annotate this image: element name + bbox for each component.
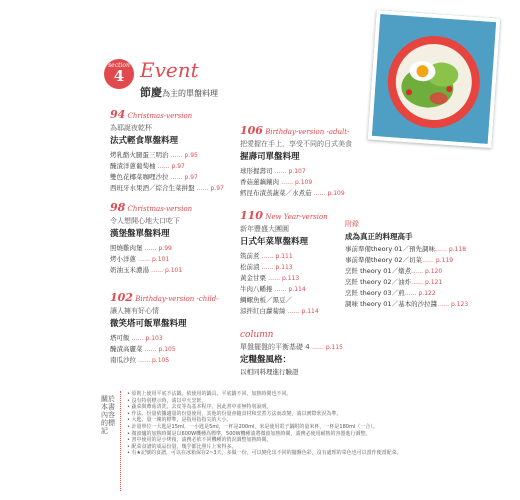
item-name: 雙色花椰菜咖哩沙拉	[110, 173, 169, 181]
note-line: • 配菜食譜的成品份量，幾乎都比照片上來得多。	[127, 443, 237, 450]
note-line: • 沒有特別標示時，請以中火烹飪。	[127, 397, 207, 404]
item-page: 97	[177, 163, 185, 170]
item-name: 烹飪 theory 03／煎	[345, 289, 405, 297]
item-name: 鱈昆布漬蒸蔬菜／水煮茄	[240, 189, 312, 197]
menu-item[interactable]: 涼拌紅白蘿蔔絲 …… p.114	[240, 307, 319, 315]
menu-item[interactable]: 牛肉八幡捲 …… p.114	[240, 285, 306, 293]
item-page: 113	[281, 264, 293, 271]
item-page: 105	[164, 346, 176, 353]
group-intro: 新年豐盛大團圓	[240, 225, 289, 233]
group-heading	[240, 124, 352, 137]
item-name: 照燒雞肉堡	[110, 244, 143, 252]
item-page: 105	[157, 357, 170, 364]
menu-item[interactable]: 西班牙水果酒／綜合生菜拼盤 …… p.97	[110, 184, 224, 192]
group-number: 110	[240, 209, 263, 222]
item-page: 122	[424, 290, 436, 297]
group-heading	[110, 291, 219, 304]
column-intro-line: 單盤擺盤的平衡基礎 4 …… p.115	[240, 343, 343, 351]
item-page: 101	[157, 256, 170, 263]
appendix-label: 附錄	[345, 220, 359, 228]
group-tag: Birthday-version -adult-	[265, 128, 350, 136]
menu-item[interactable]: 塔可飯 …… p.103	[110, 334, 163, 342]
group-number: 102	[110, 291, 133, 304]
item-name: 南瓜沙拉	[110, 356, 136, 364]
group-intro: 為耶誕夜乾杯	[110, 124, 152, 132]
group-heading	[110, 201, 192, 214]
menu-item[interactable]: 照燒雞肉堡 …… p.99	[110, 244, 172, 252]
appendix-item[interactable]: 事前準備theory 01／預先調味…… p.118	[345, 245, 467, 253]
item-name: 醃漬洋蔥葡萄柚	[110, 162, 156, 170]
menu-item[interactable]	[240, 295, 328, 306]
group-title: 微笑塔可飯單盤料理	[110, 319, 187, 329]
item-page: 99	[164, 245, 172, 252]
menu-item[interactable]: 球形握壽司 …… p.107	[240, 167, 306, 175]
item-page: 111	[281, 253, 293, 260]
menu-group	[240, 124, 352, 199]
appendix-block	[345, 231, 468, 310]
group-title: 握壽司單盤料理	[240, 152, 300, 162]
menu-item[interactable]: 醃漬高麗菜 …… p.105	[110, 345, 176, 353]
group-heading	[110, 108, 224, 121]
item-page: 114	[307, 308, 319, 315]
note-line: • 原則上使用平底不沾鍋，依使用的鍋具、平底鍋不同，加熱時間也不同。	[127, 391, 292, 397]
group-tag: Birthday-version -child-	[135, 295, 219, 303]
note-line: • 微波爐的加熱時間是以600W機種為標準，500W機種請將微波加熱時間，請務必使用耐熱的容器進行調整。	[127, 430, 371, 437]
item-name: 事前準備theory 01／預先調味	[345, 245, 436, 253]
column-subtitle: 以相同料理進行驗證	[240, 368, 299, 376]
page-subtitle	[140, 84, 218, 100]
item-name: 松前漬	[240, 263, 260, 271]
item-page: 119	[441, 257, 454, 264]
appendix-title: 成為真正的料理高手	[345, 232, 413, 241]
group-tag: Christmas-version	[127, 112, 193, 120]
note-line: • 作法、份量依據適量的份量使用，其他的份量會隨食材和烹煮方法而改變，請以實際狀況為準。	[127, 410, 342, 417]
appendix-item[interactable]: 烹飪 theory 01／燉煮…… p.120	[345, 267, 443, 275]
item-name: 烤小洋蔥	[110, 255, 136, 263]
column-intro: 單盤擺盤的平衡基礎 4	[240, 343, 310, 351]
item-name: 事前準備theory 02／切菜	[345, 256, 423, 264]
subtitle-small: 為主的單盤料理	[162, 89, 218, 98]
item-name: 調味 theory 01／基本的沙拉醬	[345, 300, 438, 308]
item-name: 球形握壽司	[240, 167, 273, 175]
appendix-item[interactable]: 調味 theory 01／基本的沙拉醬…… p.123	[345, 300, 469, 308]
note-line: • 書中使用的是小烤箱，請務必依不同機種的情況調整加熱時間。	[127, 437, 272, 444]
menu-group	[110, 291, 219, 366]
menu-group	[110, 201, 192, 276]
item-page: 97	[190, 174, 198, 181]
item-page: 109	[333, 190, 345, 197]
item-name: 烤乳酪火腿蛋三明治	[110, 151, 169, 159]
note-line: • 蔬菜與蕈菇清洗，去皮等為基本程序，因此書中並無特別說明。	[127, 404, 272, 411]
group-tag: New Year-version	[265, 213, 328, 221]
group-number: 106	[240, 124, 263, 137]
item-page: 109	[300, 179, 313, 186]
appendix-item[interactable]: 烹飪 theory 02／油炸…… p.121	[345, 278, 443, 286]
notes-label: 關於本書內容的標記	[101, 395, 115, 435]
menu-item[interactable]: 醃漬洋蔥葡萄柚 …… p.97	[110, 162, 185, 170]
section-prefix: section	[108, 62, 130, 69]
item-name: 烹飪 theory 01／燉煮	[345, 267, 412, 275]
item-name: 鯛螺魚板／黑豆／	[240, 296, 292, 304]
note-line: • 大匙、量一塊的標準，是指用指指尖的大小。	[127, 417, 232, 424]
dish-photo	[368, 10, 501, 148]
item-page: 97	[216, 185, 224, 192]
item-page: 95	[190, 152, 198, 159]
menu-item[interactable]: 筑前煮 …… p.111	[240, 252, 293, 260]
column-page: 115	[331, 344, 343, 351]
group-tag: Christmas-version	[127, 205, 193, 213]
item-name: 牛肉八幡捲	[240, 285, 273, 293]
menu-item[interactable]: 鱈昆布漬蒸蔬菜／水煮茄 …… p.109	[240, 189, 345, 197]
section-number: 4	[113, 67, 125, 85]
menu-item[interactable]: 雙色花椰菜咖哩沙拉 …… p.97	[110, 173, 198, 181]
item-page: 114	[294, 286, 306, 293]
item-name: 西班牙水果酒／綜合生菜拼盤	[110, 184, 195, 192]
item-name: 筑前煮	[240, 252, 260, 260]
item-page: 107	[294, 168, 306, 175]
column-label: column	[240, 330, 274, 340]
appendix-item[interactable]: 事前準備theory 02／切菜…… p.119	[345, 256, 454, 264]
menu-item[interactable]: 烤小洋蔥 …… p.101	[110, 255, 170, 263]
group-title: 漢堡盤單盤料理	[110, 229, 170, 239]
item-name: 烹飪 theory 02／油炸	[345, 278, 412, 286]
item-name: 涼拌紅白蘿蔔絲	[240, 307, 286, 315]
group-heading	[240, 209, 328, 222]
item-page: 120	[430, 268, 443, 275]
group-title: 日式年菜單盤料理	[240, 237, 309, 247]
item-name: 醃漬高麗菜	[110, 345, 143, 353]
item-page: 103	[151, 335, 163, 342]
page-title: Event	[140, 58, 199, 82]
menu-item[interactable]: 烤乳酪火腿蛋三明治 …… p.95	[110, 151, 198, 159]
group-number: 98	[110, 201, 126, 214]
appendix-item[interactable]: 烹飪 theory 03／煎…… p.122	[345, 289, 436, 297]
item-name: 黃金甘栗	[240, 274, 266, 282]
item-page: 123	[456, 301, 469, 308]
notes-box	[120, 391, 421, 491]
note-line: • 計量單位一大匙是15ml，一小匙是5ml，一杯是200ml，米是使用電子鍋附的量米杯，一杯是180ml（一合）。	[127, 423, 378, 430]
group-intro: 把愛握在手上，享受不同的日式美食	[240, 140, 352, 148]
note-line: • 有★記號的食譜，可以在冰箱保存2~3天，多做一份，可以變化出不同的擺盤色彩，沒有處理的菜色也可以當作便當配菜。	[127, 450, 402, 457]
section-badge	[104, 59, 134, 89]
column-title: 定糧盤風格：	[240, 355, 292, 365]
menu-group	[240, 209, 328, 317]
menu-item[interactable]: 南瓜沙拉 …… p.105	[110, 356, 170, 364]
item-page: 113	[287, 275, 300, 282]
group-intro: 讓人擁有好心情	[110, 307, 159, 315]
menu-item[interactable]: 香菇蓮藕鑲肉 …… p.109	[240, 178, 313, 186]
menu-group	[110, 108, 224, 194]
column-block	[240, 330, 343, 378]
item-name: 奶油玉米濃湯	[110, 266, 149, 274]
group-number: 94	[110, 108, 126, 121]
item-page: 121	[430, 279, 443, 286]
subtitle-main: 節慶	[140, 86, 162, 99]
menu-item[interactable]: 黃金甘栗 …… p.113	[240, 274, 300, 282]
group-title: 法式輕食單盤料理	[110, 136, 179, 146]
group-intro: 令人想開心地大口吃下	[110, 217, 180, 225]
menu-item[interactable]: 松前漬 …… p.113	[240, 263, 293, 271]
item-page: 118	[454, 246, 467, 253]
item-page: 101	[170, 267, 183, 274]
menu-item[interactable]: 奶油玉米濃湯 …… p.101	[110, 266, 183, 274]
item-name: 香菇蓮藕鑲肉	[240, 178, 279, 186]
item-name: 塔可飯	[110, 334, 130, 342]
